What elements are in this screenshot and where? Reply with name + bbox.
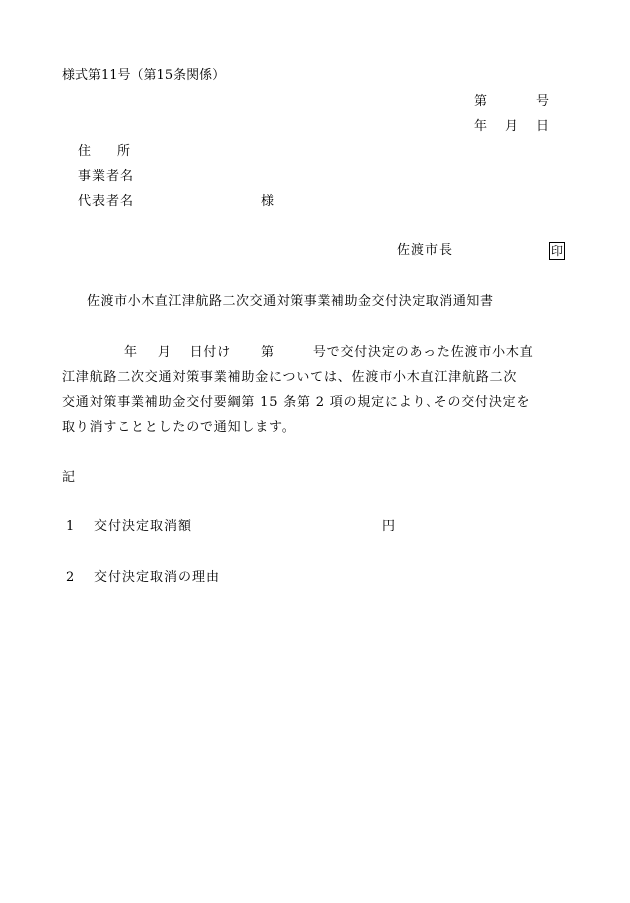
- honorific: 様: [261, 194, 275, 209]
- body-year: 年: [124, 345, 138, 360]
- notice-body: [62, 340, 574, 440]
- body-month: 月: [157, 345, 172, 360]
- document-title: 佐渡市小木直江津航路二次交通対策事業補助金交付決定取消通知書: [87, 294, 494, 309]
- item-1-label: 交付決定取消額: [94, 519, 193, 534]
- body-line-1: [62, 340, 574, 365]
- date-month: 月: [505, 119, 519, 134]
- issuer-title: 佐渡市長: [397, 243, 454, 258]
- body-line-2: 江津航路二次交通対策事業補助金については、佐渡市小木直江津航路二次: [62, 370, 518, 385]
- body-line-3: 交通対策事業補助金交付要綱第 15 条第 2 項の規定により､その交付決定を: [62, 395, 531, 410]
- item-1-unit: 円: [382, 519, 396, 534]
- date-year: 年: [474, 119, 488, 134]
- item-2-number: 2: [66, 570, 75, 585]
- number-prefix: 第: [474, 94, 488, 109]
- representative-label: 代表者名: [78, 194, 135, 209]
- body-line-4: 取り消すこととしたので通知します。: [62, 420, 296, 435]
- company-label: 事業者名: [78, 169, 135, 184]
- item-1-number: 1: [66, 519, 75, 534]
- body-dated: 日付け: [189, 345, 232, 360]
- body-line-1-rest: 号で交付決定のあった佐渡市小木直: [312, 345, 534, 360]
- body-dai: 第: [261, 345, 275, 360]
- seal-mark: 印: [550, 244, 563, 258]
- address-label: 住 所: [78, 144, 131, 159]
- date-day: 日: [536, 119, 550, 134]
- number-suffix: 号: [536, 94, 550, 109]
- form-id: 様式第11号（第15条関係）: [62, 68, 226, 83]
- item-2-label: 交付決定取消の理由: [94, 570, 221, 585]
- ki-heading: 記: [62, 470, 76, 485]
